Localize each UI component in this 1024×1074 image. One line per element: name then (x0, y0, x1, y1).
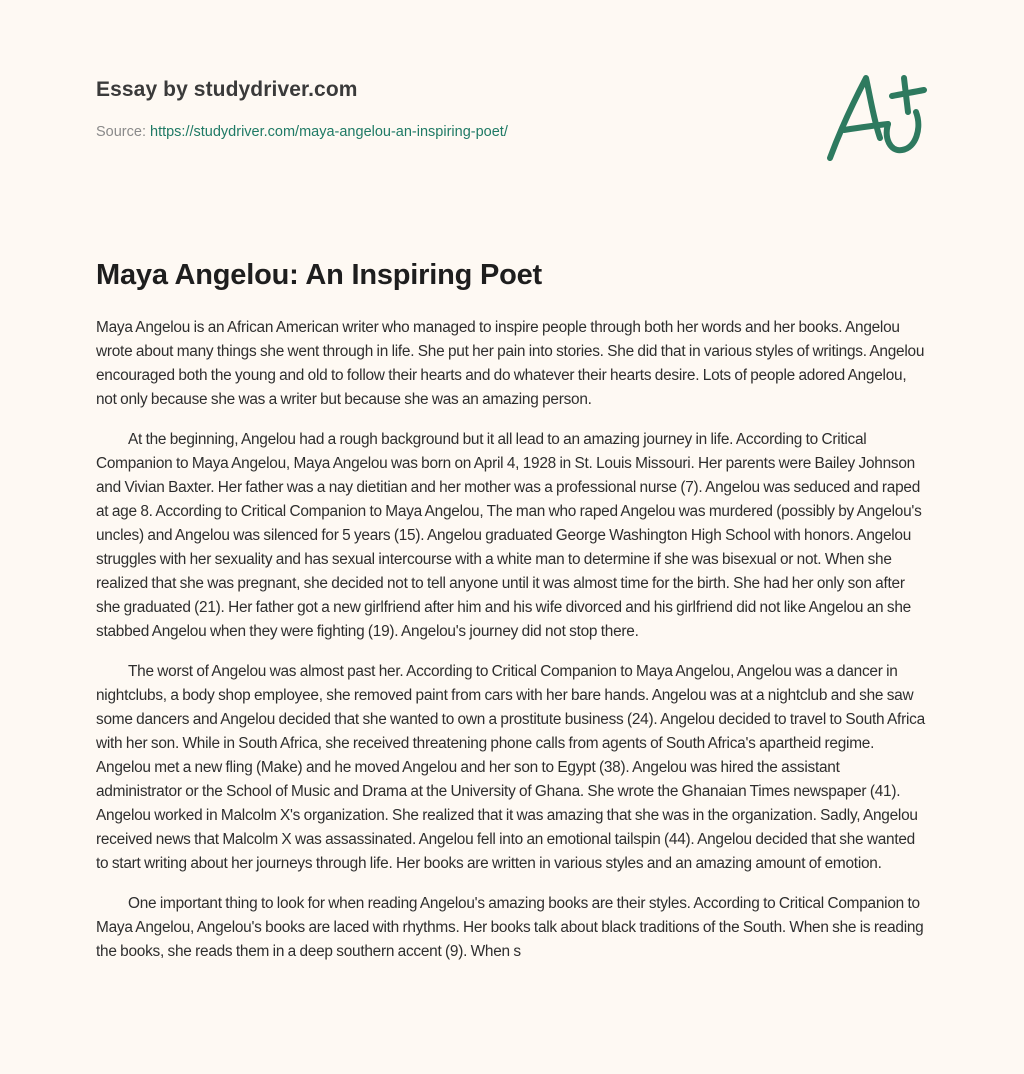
source-line (96, 122, 836, 142)
source-link[interactable]: https://studydriver.com/maya-angelou-an-inspiring-poet/ (150, 124, 508, 140)
essay-header (96, 74, 836, 142)
paragraph-2: At the beginning, Angelou had a rough background but it all lead to an amazing journey in life. According to Critical Companion to Maya Angelou, Maya Angelou was born on April 4, 1928 in St. Louis Missouri. Her parents were Bailey Johnson and Vivian Baxter. Her father was a nay dietitian and her mother was a professional nurse (7). Angelou was seduced and raped at age 8. According to Critical Companion to Maya Angelou, The man who raped Angelou was murdered (possibly by Angelou's uncles) and Angelou was silenced for 5 years (15). Angelou graduated George Washington High School with honors. Angelou struggles with her sexuality and has sexual intercourse with a white man to determine if she was bisexual or not. When she realized that she was pregnant, she decided not to tell anyone until it was almost time for the birth. She had her only son after she graduated (21). Her father got a new girlfriend after him and his wife divorced and his girlfriend did not like Angelou an she stabbed Angelou when they were fighting (19). Angelou's journey did not stop there. (96, 431, 922, 640)
source-label: Source: (96, 124, 150, 140)
essay-body (96, 316, 928, 980)
paragraph-1: Maya Angelou is an African American writer who managed to inspire people through both her words and her books. Angelou wrote about many things she went through in life. She put her pain into stories. She did that in various styles of writings. Angelou encouraged both the young and old to follow their hearts and do whatever their hearts desire. Lots of people adored Angelou, not only because she was a writer but because she was an amazing person. (96, 319, 925, 408)
a-plus-grade-icon (822, 66, 932, 166)
document-title: Maya Angelou: An Inspiring Poet (96, 259, 543, 291)
paragraph-3: The worst of Angelou was almost past her. According to Critical Companion to Maya Angelou, Angelou was a dancer in nightclubs, a body shop employee, she removed paint from cars with her bare hands. Angelou was at a nightclub and she saw some dancers and Angelou decided that she wanted to own a prostitute business (24). Angelou decided to travel to South Africa with her son. While in South Africa, she received threatening phone calls from agents of South Africa's apartheid regime. Angelou met a new fling (Make) and he moved Angelou and her son to Egypt (38). Angelou was hired the assistant administrator or the School of Music and Drama at the University of Ghana. She wrote the Ghanaian Times newspaper (41). Angelou worked in Malcolm X's organization. She realized that it was amazing that she was in the organization. Sadly, Angelou received news that Malcolm X was assassinated. Angelou fell into an emotional tailspin (44). Angelou decided that she wanted to start writing about her journeys through life. Her books are written in various styles and an amazing amount of emotion. (96, 663, 925, 872)
paragraph-4: One important thing to look for when reading Angelou's amazing books are their styles. According to Critical Companion to Maya Angelou, Angelou's books are laced with rhythms. Her books talk about black traditions of the South. When she is reading the books, she reads them in a deep southern accent (9). When s (96, 895, 924, 960)
site-title: Essay by studydriver.com (96, 78, 358, 101)
